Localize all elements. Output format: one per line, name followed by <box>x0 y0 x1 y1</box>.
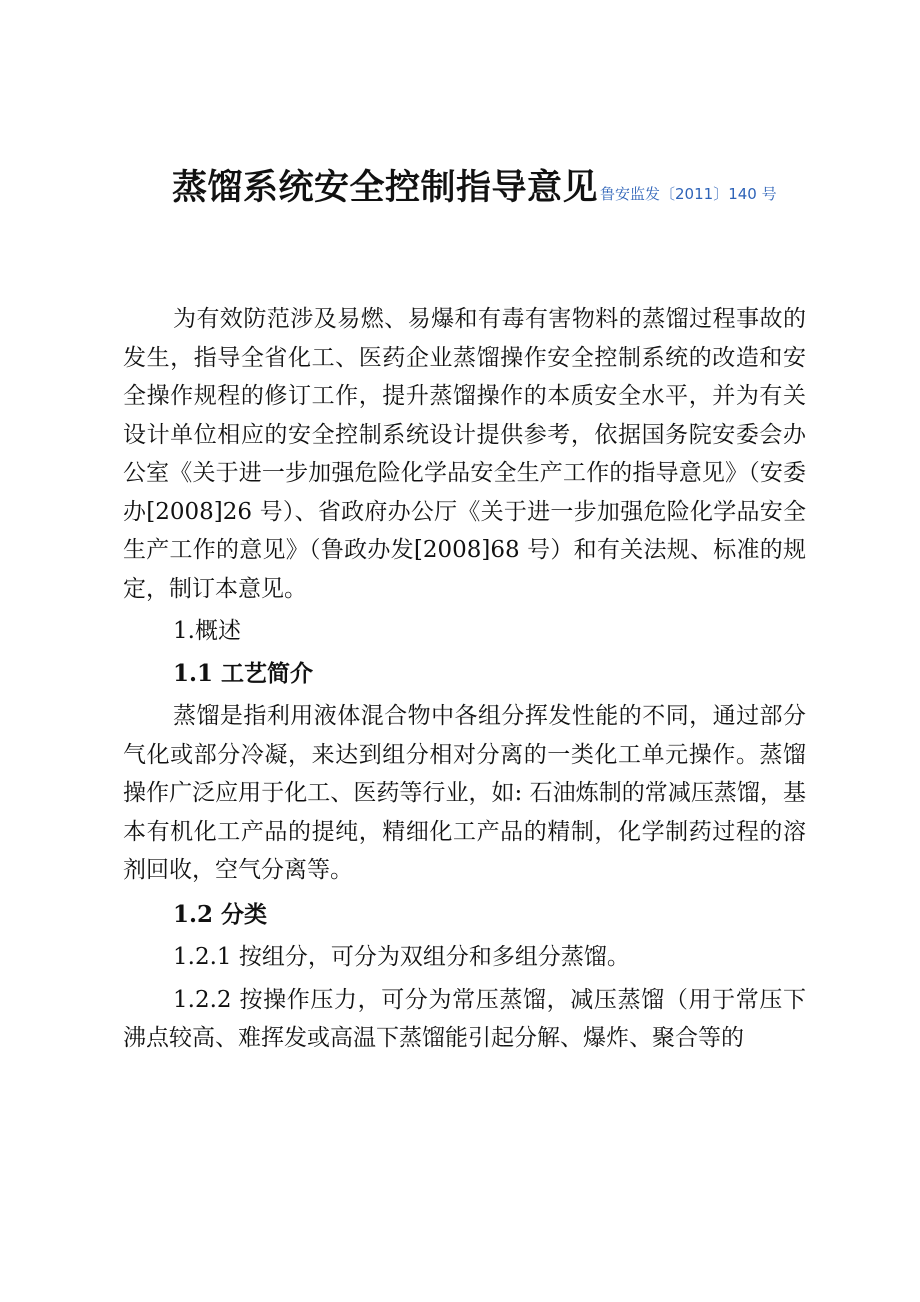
section-1-1-paragraph: 蒸馏是指利用液体混合物中各组分挥发性能的不同，通过部分气化或部分冷凝，来达到组分相对分离的一类化工单元操作。蒸馏操作广泛应用于化工、医药等行业，如: 石油炼制的常减压蒸馏，基本有机化工产品的提纯，精细化工产品的精制，化学制药过程的溶剂回收，空气分离等。 <box>123 703 806 883</box>
intro-paragraph: 为有效防范涉及易燃、易爆和有毒有害物料的蒸馏过程事故的发生，指导全省化工、医药企业蒸馏操作安全控制系统的改造和安全操作规程的修订工作，提升蒸馏操作的本质安全水平，并为有关设计单位相应的安全控制系统设计提供参考，依据国务院安委会办公室《关于进一步加强危险化学品安全生产工作的指导意见》（安委办[2008]26 号）、省政府办公厅《关于进一步加强危险化学品安全生产工作的意见》（鲁政办发[2008]68 号）和有关法规、标准的规定，制订本意见。 <box>123 306 806 602</box>
document-title: 蒸馏系统安全控制指导意见 <box>172 168 599 208</box>
reference-number: 鲁安监发〔2011〕140 号 <box>600 185 777 203</box>
title-line <box>172 160 872 210</box>
section-1-2-heading: 1.2 分类 <box>173 900 268 928</box>
item-1-2-2: 1.2.2 按操作压力，可分为常压蒸馏，减压蒸馏（用于常压下沸点较高、难挥发或高温下蒸馏能引起分解、爆炸、聚合等的 <box>123 986 806 1051</box>
section-1-1-heading: 1.1 工艺简介 <box>173 659 314 687</box>
section-1-heading: 1.概述 <box>173 618 241 644</box>
item-1-2-1: 1.2.1 按组分，可分为双组分和多组分蒸馏。 <box>173 944 630 970</box>
document-body <box>123 300 806 1058</box>
